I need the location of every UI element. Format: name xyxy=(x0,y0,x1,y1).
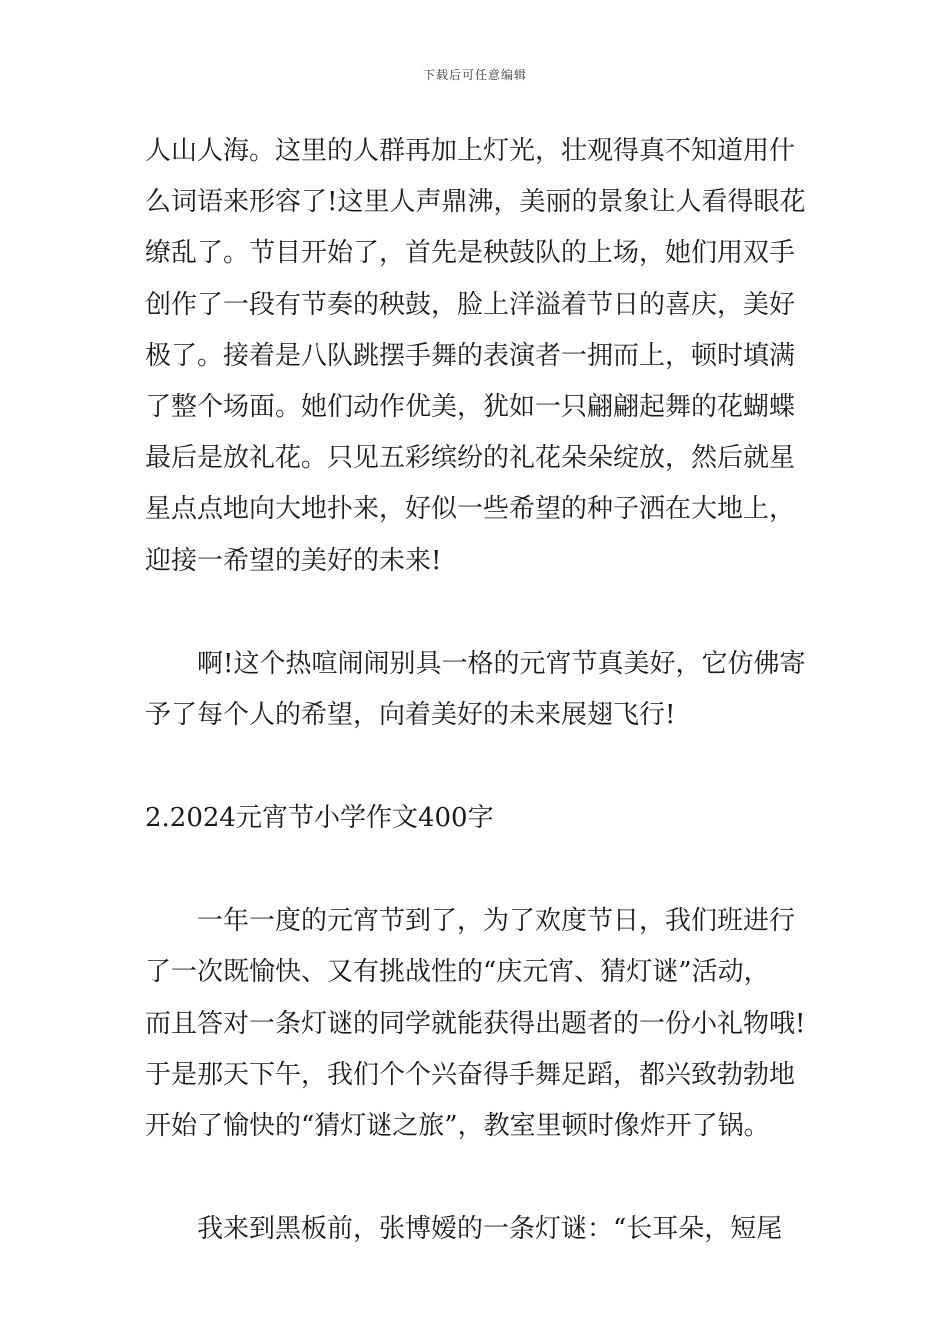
paragraph-4 xyxy=(145,1204,810,1255)
paragraph-spacer xyxy=(145,844,810,896)
text-line: 迎接一希望的美好的未来! xyxy=(145,545,442,576)
text-line: 最后是放礼花。只见五彩缤纷的礼花朵朵绽放，然后就星 xyxy=(145,443,796,474)
text-line: 人山人海。这里的人群再加上灯光，壮观得真不知道用什 xyxy=(145,136,796,166)
text-line: 啊!这个热喧闹闹别具一格的元宵节真美好，它仿佛寄 xyxy=(145,648,806,679)
document-body xyxy=(145,126,810,1255)
text-line: 了一次既愉快、又有挑战性的“庆元宵、猜灯谜”活动， xyxy=(145,957,770,988)
paragraph-spacer xyxy=(145,1152,810,1204)
text-line: 而且答对一条灯谜的同学就能获得出题者的一份小礼物哦! xyxy=(145,1008,806,1039)
paragraph-1 xyxy=(145,126,810,587)
text-line: 极了。接着是八队跳摆手舞的表演者一拥而上，顿时填满 xyxy=(145,340,796,371)
text-line: 了整个场面。她们动作优美，犹如一只翩翩起舞的花蝴蝶 xyxy=(145,391,796,422)
text-line: 缭乱了。节目开始了，首先是秧鼓队的上场，她们用双手 xyxy=(145,238,796,269)
paragraph-2 xyxy=(145,639,810,741)
text-line: 我来到黑板前，张博嫒的一条灯谜：“长耳朵，短尾 xyxy=(145,1214,783,1245)
text-line: 一年一度的元宵节到了，为了欢度节日，我们班进行 xyxy=(145,906,796,937)
text-line: 开始了愉快的“猜灯谜之旅”，教室里顿时像炸开了锅。 xyxy=(145,1111,770,1141)
text-line: 创作了一段有节奏的秧鼓，脸上洋溢着节日的喜庆，美好 xyxy=(145,289,796,320)
text-line: 么词语来形容了!这里人声鼎沸，美丽的景象让人看得眼花 xyxy=(145,187,806,218)
section-heading: 2.2024元宵节小学作文400字 xyxy=(145,803,494,834)
text-line: 于是那天下午，我们个个兴奋得手舞足蹈，都兴致勃勃地 xyxy=(145,1059,796,1090)
paragraph-spacer xyxy=(145,587,810,639)
paragraph-spacer xyxy=(145,741,810,793)
text-line: 星点点地向大地扑来，好似一些希望的种子洒在大地上， xyxy=(145,494,796,525)
paragraph-3 xyxy=(145,896,810,1152)
header-note: 下载后可任意编辑 xyxy=(422,68,527,82)
text-line: 予了每个人的希望，向着美好的未来展翅飞行! xyxy=(145,699,676,730)
